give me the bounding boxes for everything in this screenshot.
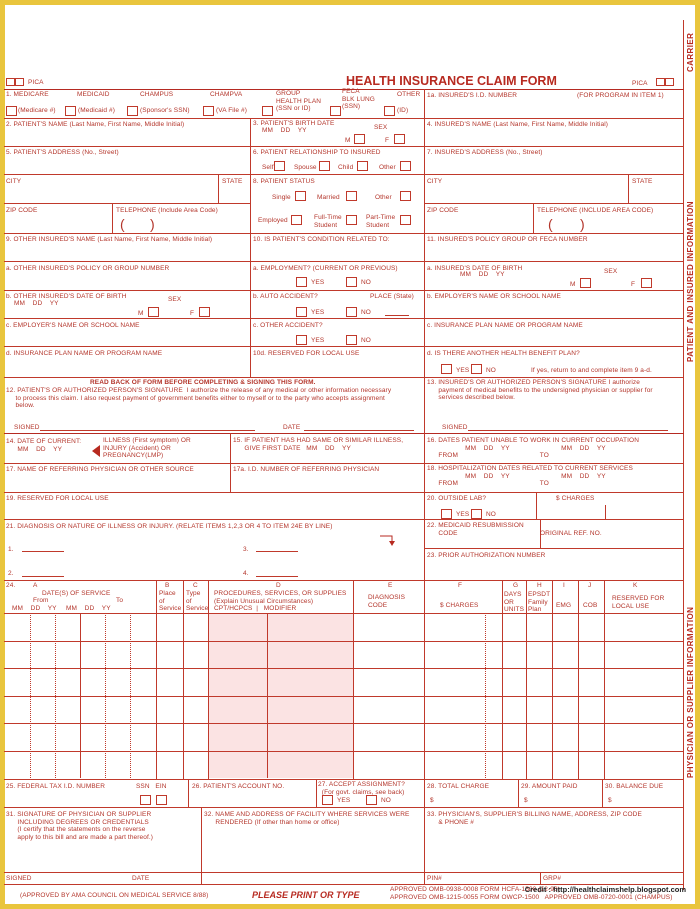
insured-male-checkbox[interactable] — [580, 278, 591, 288]
rule — [4, 318, 684, 319]
charges-divider — [605, 505, 606, 519]
reserved-local-label: 10d. RESERVED FOR LOCAL USE — [253, 350, 360, 357]
insured-sex-label: SEX — [604, 268, 618, 275]
side-label-patient: PATIENT AND INSURED INFORMATION — [686, 201, 695, 362]
spouse-label: Spouse — [294, 164, 317, 171]
group-checkbox[interactable] — [262, 106, 273, 116]
parttime-checkbox[interactable] — [400, 215, 411, 225]
rule — [4, 290, 684, 291]
divider — [540, 872, 541, 884]
place-of-service-label: Place of Service — [159, 590, 182, 612]
rule — [4, 433, 684, 434]
zip-label: ZIP CODE — [6, 207, 38, 214]
please-print-notice: PLEASE PRINT OR TYPE — [252, 890, 360, 900]
sex-label: SEX — [374, 124, 388, 131]
balance-dollar: $ — [608, 797, 612, 804]
medicaid-label: MEDICAID — [77, 91, 110, 98]
employment-no-checkbox[interactable] — [346, 277, 357, 287]
divider — [518, 779, 519, 807]
patient-date-label: DATE — [283, 424, 301, 431]
divider — [536, 492, 537, 519]
grp-label: GRP# — [543, 875, 562, 882]
insured-signature-line[interactable] — [468, 430, 668, 431]
amount-paid-label: 29. AMOUNT PAID — [521, 783, 578, 790]
col-e-label: E — [388, 582, 393, 589]
outside-lab-no-label: NO — [486, 511, 496, 518]
group-label: GROUP HEALTH PLAN (SSN or ID) — [276, 90, 322, 112]
champus-checkbox[interactable] — [127, 106, 138, 116]
divider — [188, 779, 189, 807]
other-dob-mmddyy: MM DD YY — [14, 300, 59, 307]
read-back-notice: READ BACK OF FORM BEFORE COMPLETING & SIGNING THIS FORM. — [90, 379, 316, 386]
child-checkbox[interactable] — [357, 161, 368, 171]
ssn-ein-label: SSN EIN — [136, 783, 167, 790]
divider — [424, 779, 425, 884]
divider — [526, 580, 527, 779]
other-rel-checkbox[interactable] — [400, 161, 411, 171]
other-male-label: M — [138, 310, 144, 317]
other-policy-label: a. OTHER INSURED'S POLICY OR GROUP NUMBER — [6, 265, 170, 272]
diag-3-line[interactable] — [256, 551, 298, 552]
ein-checkbox[interactable] — [156, 795, 167, 805]
rule — [4, 668, 684, 669]
insured-address-label: 7. INSURED'S ADDRESS (No., Street) — [427, 149, 543, 156]
rule — [4, 696, 684, 697]
auto-no-checkbox[interactable] — [346, 307, 357, 317]
place-state-line — [385, 315, 409, 316]
divider — [604, 580, 605, 779]
medicare-label: 1. MEDICARE — [6, 91, 49, 98]
from-label: From — [33, 597, 49, 604]
divider — [230, 433, 231, 492]
col-j-label: J — [588, 582, 592, 589]
account-no-label: 26. PATIENT'S ACCOUNT NO. — [192, 783, 285, 790]
divider — [533, 203, 534, 233]
divider — [602, 779, 603, 807]
diag-3-label: 3. — [243, 546, 249, 553]
unable-work-label: 16. DATES PATIENT UNABLE TO WORK IN CURRENT OCCUPATION MM DD YY MM DD YY FROM TO — [427, 437, 639, 459]
divider — [183, 580, 184, 779]
rule — [4, 723, 684, 724]
spouse-checkbox[interactable] — [319, 161, 330, 171]
form-title: HEALTH INSURANCE CLAIM FORM — [346, 74, 557, 88]
accept-no-label: NO — [381, 797, 391, 804]
total-charge-label: 28. TOTAL CHARGE — [427, 783, 490, 790]
patient-name-label: 2. PATIENT'S NAME (Last Name, First Name, Middle Initial) — [6, 121, 185, 128]
col-k-label: K — [633, 582, 638, 589]
diag-1-label: 1. — [8, 546, 14, 553]
other-accident-yes-label: YES — [311, 337, 325, 344]
divider — [218, 174, 219, 203]
outside-lab-yes-checkbox[interactable] — [441, 509, 452, 519]
other-male-checkbox[interactable] — [148, 307, 159, 317]
another-plan-no-label: NO — [486, 367, 496, 374]
accept-assignment-label: 27. ACCEPT ASSIGNMENT? (For govt. claims, see back) — [318, 781, 405, 796]
col-b-label: B — [165, 582, 170, 589]
referring-id-label: 17a. I.D. NUMBER OF REFERRING PHYSICIAN — [233, 466, 380, 473]
balance-due-label: 30. BALANCE DUE — [605, 783, 664, 790]
divider — [424, 89, 425, 433]
rule — [4, 174, 684, 175]
employment-no-label: NO — [361, 279, 371, 286]
referring-physician-label: 17. NAME OF REFERRING PHYSICIAN OR OTHER SOURCE — [6, 466, 194, 473]
other-label: OTHER — [397, 91, 421, 98]
other-insured-name-label: 9. OTHER INSURED'S NAME (Last Name, First Name, Middle Initial) — [6, 236, 213, 243]
rule — [4, 146, 684, 147]
insured-female-label: F — [631, 281, 636, 288]
days-units-label: DAYS OR UNITS — [504, 591, 524, 613]
insured-city-label: CITY — [427, 178, 443, 185]
divider — [30, 613, 31, 778]
pica-right-checkbox-2[interactable] — [665, 78, 674, 86]
another-plan-yes-label: YES — [456, 367, 470, 374]
rule — [4, 872, 684, 873]
diagnosis-arrow-icon — [378, 528, 398, 548]
rule — [4, 346, 684, 347]
divider — [80, 613, 81, 778]
emg-label: EMG — [556, 602, 572, 609]
single-checkbox[interactable] — [295, 191, 306, 201]
other-accident-yes-checkbox[interactable] — [296, 335, 307, 345]
female-label: F — [385, 137, 390, 144]
lab-charges-label: $ CHARGES — [556, 495, 595, 502]
area-code-close: ) — [150, 216, 155, 232]
divider — [424, 433, 425, 580]
divider — [628, 174, 629, 203]
col-f-label: F — [458, 582, 463, 589]
col-a-label: A — [33, 582, 38, 589]
outside-lab-yes-label: YES — [456, 511, 470, 518]
other-rel-label: Other — [379, 164, 396, 171]
another-plan-yes-checkbox[interactable] — [441, 364, 452, 374]
physician-signed-label: SIGNED — [6, 875, 32, 882]
employment-yes-checkbox[interactable] — [296, 277, 307, 287]
sponsor-ssn: (Sponsor's SSN) — [140, 107, 190, 114]
line-charges-label: $ CHARGES — [440, 602, 479, 609]
pica-right-checkbox[interactable] — [656, 78, 665, 86]
date-current-label: 14. DATE OF CURRENT: MM DD YY — [6, 438, 82, 453]
other-id: (ID) — [397, 107, 409, 114]
champva-label: CHAMPVA — [210, 91, 243, 98]
medicare-no: (Medicare #) — [18, 107, 56, 114]
divider — [156, 580, 157, 779]
diag-2-label: 2. — [8, 570, 14, 577]
auto-no-label: NO — [361, 309, 371, 316]
va-file: (VA File #) — [216, 107, 247, 114]
champva-checkbox[interactable] — [203, 106, 214, 116]
ama-approval: (APPROVED BY AMA COUNCIL ON MEDICAL SERVICE 8/88) — [20, 892, 209, 899]
state-label: STATE — [222, 178, 243, 185]
diagnosis-label: 21. DIAGNOSIS OR NATURE OF ILLNESS OR INJURY. (RELATE ITEMS 1,2,3 OR 4 TO ITEM 24E BY LINE) — [6, 523, 333, 530]
rule — [4, 261, 684, 262]
self-label: Self — [262, 164, 274, 171]
diag-4-line[interactable] — [256, 576, 298, 577]
birth-date-label: 3. PATIENT'S BIRTH DATE — [253, 120, 335, 127]
col-h-label: H — [537, 582, 542, 589]
medicaid-checkbox[interactable] — [65, 106, 76, 116]
place-state-label: PLACE (State) — [370, 293, 414, 300]
insured-dob-label: a. INSURED'S DATE OF BIRTH — [427, 265, 523, 272]
divider — [55, 613, 56, 778]
side-divider — [683, 20, 684, 890]
other-accident-label: c. OTHER ACCIDENT? — [253, 322, 323, 329]
paid-dollar: $ — [524, 797, 528, 804]
feca-label: FECA BLK LUNG (SSN) — [342, 88, 375, 110]
married-checkbox[interactable] — [346, 191, 357, 201]
divider — [208, 580, 209, 779]
other-dob-label: b. OTHER INSURED'S DATE OF BIRTH — [6, 293, 127, 300]
divider — [112, 203, 113, 233]
male-checkbox[interactable] — [354, 134, 365, 144]
rule — [4, 613, 684, 614]
total-dollar: $ — [430, 797, 434, 804]
divider — [130, 613, 131, 778]
employer-name-label: b. EMPLOYER'S NAME OR SCHOOL NAME — [427, 293, 561, 300]
similar-illness-label: 15. IF PATIENT HAS HAD SAME OR SIMILAR ILLNESS, GIVE FIRST DATE MM DD YY — [233, 437, 404, 452]
insured-area-open: ( — [548, 216, 553, 232]
cob-label: COB — [583, 602, 598, 609]
auto-yes-label: YES — [311, 309, 325, 316]
employed-checkbox[interactable] — [291, 215, 302, 225]
accept-yes-label: YES — [337, 797, 351, 804]
outside-lab-no-checkbox[interactable] — [471, 509, 482, 519]
other-sex-label: SEX — [168, 296, 182, 303]
parttime-label: Part-Time Student — [366, 214, 396, 229]
arrow-left-icon — [92, 445, 100, 457]
feca-checkbox[interactable] — [330, 106, 341, 116]
city-label: CITY — [6, 178, 22, 185]
if-yes-note: If yes, return to and complete item 9 a-d. — [531, 367, 652, 374]
divider — [267, 613, 268, 778]
another-plan-no-checkbox[interactable] — [471, 364, 482, 374]
insurance-plan-label: c. INSURANCE PLAN NAME OR PROGRAM NAME — [427, 322, 583, 329]
rule — [4, 580, 684, 581]
rule — [4, 779, 684, 780]
other-accident-no-checkbox[interactable] — [346, 335, 357, 345]
rule — [4, 377, 684, 378]
divider — [578, 580, 579, 779]
type-of-service-label: Type of Service — [186, 590, 209, 612]
area-code-open: ( — [120, 216, 125, 232]
hospitalization-label: 18. HOSPITALIZATION DATES RELATED TO CURRENT SERVICES MM DD YY MM DD YY FROM TO — [427, 465, 633, 487]
rule — [4, 233, 684, 234]
facility-address-label: 32. NAME AND ADDRESS OF FACILITY WHERE SERVICES WERE RENDERED (If other than home or office) — [204, 811, 410, 826]
illness-label: ILLNESS (First symptom) OR INJURY (Accident) OR PREGNANCY(LMP) — [103, 437, 191, 459]
medicare-checkbox[interactable] — [6, 106, 17, 116]
patient-signature-auth: 12. PATIENT'S OR AUTHORIZED PERSON'S SIGNATURE I authorize the release of any medical or other information necessary to process this claim. I also request payment of government benefits either to myself or to the party who accepts assignment below. — [6, 387, 392, 409]
credit-note: Credit : http://healthclaimshelp.blogspot.com — [524, 885, 686, 894]
rule — [4, 519, 684, 520]
omb-approval: APPROVED OMB-0938-0008 FORM HCFA-1500 (12-90) APPROVED OMB-1215-0055 FORM OWCP-1500 APPROVED OMB-0720-0001 (CHAMPUS) — [390, 886, 673, 901]
medicaid-resub-label: 22. MEDICAID RESUBMISSION CODE — [427, 522, 524, 537]
female-checkbox[interactable] — [394, 134, 405, 144]
reserved-local-19-label: 19. RESERVED FOR LOCAL USE — [6, 495, 109, 502]
pica-left-label: PICA — [28, 79, 44, 86]
pin-label: PIN# — [427, 875, 442, 882]
rule — [424, 203, 684, 204]
col-i-label: I — [563, 582, 565, 589]
fulltime-label: Full-Time Student — [314, 214, 342, 229]
accept-no-checkbox[interactable] — [366, 795, 377, 805]
federal-tax-label: 25. FEDERAL TAX I.D. NUMBER — [6, 783, 106, 790]
col-c-label: C — [193, 582, 198, 589]
auto-yes-checkbox[interactable] — [296, 307, 307, 317]
other-status-checkbox[interactable] — [400, 191, 411, 201]
divider — [552, 580, 553, 779]
insured-telephone-label: TELEPHONE (INCLUDE AREA CODE) — [537, 207, 654, 214]
patient-signed-label: SIGNED — [14, 424, 40, 431]
condition-related-label: 10. IS PATIENT'S CONDITION RELATED TO: — [253, 236, 390, 243]
insured-area-close: ) — [580, 216, 585, 232]
rule — [4, 203, 250, 204]
employment-yes-label: YES — [311, 279, 325, 286]
diag-1-line[interactable] — [22, 551, 64, 552]
insured-zip-label: ZIP CODE — [427, 207, 459, 214]
another-plan-label: d. IS THERE ANOTHER HEALTH BENEFIT PLAN? — [427, 350, 580, 357]
reserved-local-k-label: RESERVED FOR LOCAL USE — [612, 595, 665, 610]
champus-label: CHAMPUS — [140, 91, 174, 98]
insured-id-label: 1a. INSURED'S I.D. NUMBER — [427, 92, 518, 99]
pica-left-checkbox[interactable] — [6, 78, 15, 86]
side-label-physician: PHYSICIAN OR SUPPLIER INFORMATION — [686, 606, 695, 778]
other-status-label: Other — [375, 194, 392, 201]
program-note: (FOR PROGRAM IN ITEM 1) — [577, 92, 664, 99]
insured-signature-auth: 13. INSURED'S OR AUTHORIZED PERSON'S SIGNATURE I authorize payment of medical benefits to the undersigned physician or supplier for services described below. — [427, 379, 653, 401]
single-label: Single — [272, 194, 291, 201]
relationship-label: 6. PATIENT RELATIONSHIP TO INSURED — [253, 149, 381, 156]
patient-date-line[interactable] — [304, 430, 414, 431]
other-accident-no-label: NO — [361, 337, 371, 344]
divider — [316, 779, 317, 807]
physician-signature-label: 31. SIGNATURE OF PHYSICIAN OR SUPPLIER INCLUDING DEGREES OR CREDENTIALS (I certify that the statements on the reverse apply to this bill and are made a part thereof.) — [6, 811, 154, 841]
employment-label: a. EMPLOYMENT? (CURRENT OR PREVIOUS) — [253, 265, 398, 272]
ssn-checkbox[interactable] — [140, 795, 151, 805]
physician-date-label: DATE — [132, 875, 150, 882]
patient-status-label: 8. PATIENT STATUS — [253, 178, 315, 185]
employed-label: Employed — [258, 217, 288, 224]
married-label: Married — [317, 194, 340, 201]
employer-school-label: c. EMPLOYER'S NAME OR SCHOOL NAME — [6, 322, 140, 329]
divider — [250, 118, 251, 377]
rule — [424, 548, 684, 549]
prior-auth-label: 23. PRIOR AUTHORIZATION NUMBER — [427, 552, 546, 559]
rule — [4, 463, 684, 464]
item-24-label: 24. — [6, 582, 16, 589]
other-female-label: F — [190, 310, 195, 317]
divider — [105, 613, 106, 778]
other-checkbox[interactable] — [384, 106, 395, 116]
diagnosis-code-label: DIAGNOSIS CODE — [368, 594, 406, 609]
to-label: To — [116, 597, 124, 604]
insured-name-label: 4. INSURED'S NAME (Last Name, First Name, Middle Initial) — [427, 121, 609, 128]
procedures-label: PROCEDURES, SERVICES, OR SUPPLIES (Explain Unusual Circumstances) CPT/HCPCS | MODIFIER — [214, 590, 347, 612]
pica-right-label: PICA — [632, 80, 648, 87]
rule — [4, 807, 684, 808]
service-mmddyy: MM DD YY MM DD YY — [12, 605, 111, 612]
side-label-carrier: CARRIER — [686, 32, 695, 72]
self-checkbox[interactable] — [274, 161, 285, 171]
outside-lab-label: 20. OUTSIDE LAB? — [427, 495, 487, 502]
insured-female-checkbox[interactable] — [641, 278, 652, 288]
divider — [201, 807, 202, 884]
diag-4-label: 4. — [243, 570, 249, 577]
rule — [4, 641, 684, 642]
col-d-label: D — [276, 582, 281, 589]
divider — [485, 613, 486, 778]
date-of-service-label: DATE(S) OF SERVICE — [42, 590, 111, 597]
billing-name-label: 33. PHYSICIAN'S, SUPPLIER'S BILLING NAME, ADDRESS, ZIP CODE & PHONE # — [427, 811, 642, 826]
diag-2-line[interactable] — [22, 576, 64, 577]
patient-address-label: 5. PATIENT'S ADDRESS (No., Street) — [6, 149, 119, 156]
telephone-label: TELEPHONE (Include Area Code) — [116, 207, 218, 214]
medicaid-no: (Medicaid #) — [78, 107, 115, 114]
other-plan-label: d. INSURANCE PLAN NAME OR PROGRAM NAME — [6, 350, 163, 357]
rule — [4, 492, 684, 493]
fulltime-checkbox[interactable] — [346, 215, 357, 225]
divider — [424, 580, 425, 779]
col-g-label: G — [513, 582, 519, 589]
accept-yes-checkbox[interactable] — [322, 795, 333, 805]
policy-group-label: 11. INSURED'S POLICY GROUP OR FECA NUMBER — [427, 236, 588, 243]
rule — [4, 118, 684, 119]
divider — [353, 580, 354, 779]
pica-left-checkbox-2[interactable] — [15, 78, 24, 86]
original-ref-label: ORIGINAL REF. NO. — [540, 530, 602, 537]
insured-dob-mmddyy: MM DD YY — [460, 271, 505, 278]
male-label: M — [345, 137, 351, 144]
auto-accident-label: b. AUTO ACCIDENT? — [253, 293, 318, 300]
patient-signature-line[interactable] — [40, 430, 255, 431]
other-female-checkbox[interactable] — [199, 307, 210, 317]
child-label: Child — [338, 164, 354, 171]
epsdt-label: EPSDT Family Plan — [528, 591, 551, 613]
insured-male-label: M — [570, 281, 576, 288]
insured-signed-label: SIGNED — [442, 424, 468, 431]
birth-date-mmddyy: MM DD YY — [262, 127, 307, 134]
insured-state-label: STATE — [632, 178, 653, 185]
divider — [502, 580, 503, 779]
rule — [4, 751, 684, 752]
